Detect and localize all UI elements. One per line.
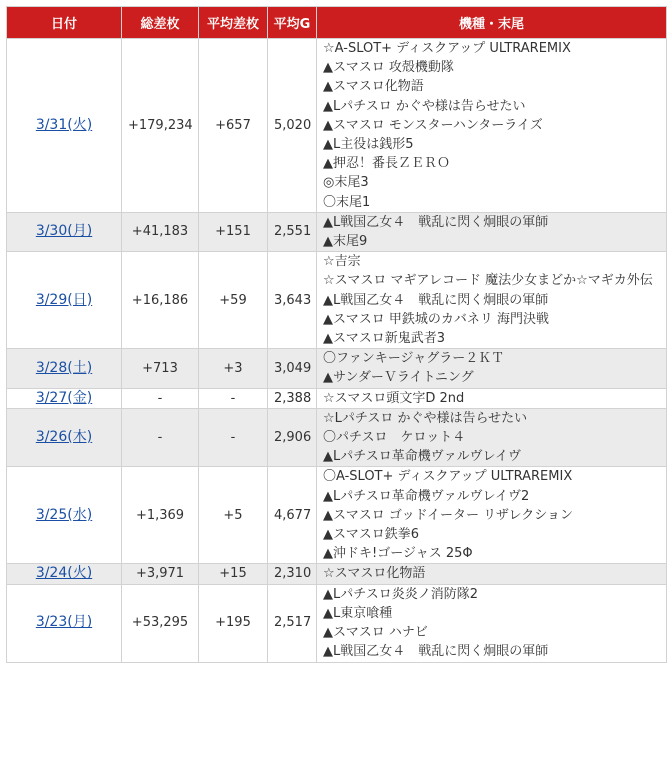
machine-entry: ◎末尾3 <box>323 175 369 191</box>
total-diff-cell: +1,369 <box>122 467 199 564</box>
avg-games-cell: 2,551 <box>268 212 317 251</box>
avg-diff-cell: +195 <box>199 584 268 662</box>
machine-entry: ☆スマスロ頭文字D 2nd <box>323 390 465 406</box>
table-row <box>7 39 667 213</box>
machines-column-header: 機種・末尾 <box>317 7 667 39</box>
table-row <box>7 349 667 388</box>
date-cell <box>7 252 122 349</box>
machine-entry: ▲スマスロ ハナビ <box>323 625 428 641</box>
machine-entry: ▲L戦国乙女４ 戦乱に閃く炯眼の軍師 <box>323 214 549 230</box>
date-link[interactable]: 3/28(土) <box>35 359 93 376</box>
avg-diff-cell: +3 <box>199 349 268 388</box>
date-link[interactable]: 3/30(月) <box>35 223 93 240</box>
machine-entry: 〇A-SLOT+ ディスクアップ ULTRAREMIX <box>323 469 573 485</box>
table-row <box>7 212 667 251</box>
date-cell <box>7 388 122 408</box>
machine-entry: 〇ファンキージャグラー２ＫＴ <box>323 351 505 367</box>
machine-entry: ▲沖ドキ!ゴージャス 25Φ <box>323 546 473 562</box>
avg-games-cell: 3,049 <box>268 349 317 388</box>
table-row <box>7 564 667 584</box>
total-diff-cell: - <box>122 388 199 408</box>
machine-entry: ▲スマスロ 甲鉄城のカバネリ 海門決戦 <box>323 311 550 327</box>
machine-entry: ☆スマスロ マギアレコード 魔法少女まどか☆マギカ外伝 <box>323 273 653 289</box>
machine-entry: ▲スマスロ 攻殻機動隊 <box>323 60 454 76</box>
machines-cell <box>317 349 667 388</box>
total-diff-cell: +179,234 <box>122 39 199 213</box>
machine-entry: ▲押忍！番長ＺＥＲＯ <box>323 156 450 172</box>
machine-entry: ▲スマスロ化物語 <box>323 79 424 95</box>
machine-entry: ▲Lパチスロ炎炎ノ消防隊2 <box>323 586 478 602</box>
date-cell <box>7 349 122 388</box>
avg-diff-column-header: 平均差枚 <box>199 7 268 39</box>
table-header <box>7 7 667 39</box>
machine-entry: ▲L東京喰種 <box>323 605 393 621</box>
avg-diff-cell: +59 <box>199 252 268 349</box>
daily-results-table <box>6 6 667 663</box>
avg-games-cell: 2,906 <box>268 408 317 467</box>
machine-entry: ▲スマスロ新鬼武者3 <box>323 331 446 347</box>
machine-entry: ☆スマスロ化物語 <box>323 566 426 582</box>
machine-entry: ▲末尾9 <box>323 234 368 250</box>
header-row <box>7 7 667 39</box>
total-diff-cell: +16,186 <box>122 252 199 349</box>
table-row <box>7 408 667 467</box>
avg-diff-cell: +151 <box>199 212 268 251</box>
date-link[interactable]: 3/23(月) <box>35 614 93 631</box>
machine-entry: 〇末尾1 <box>323 194 371 210</box>
machines-cell <box>317 408 667 467</box>
date-column-header: 日付 <box>7 7 122 39</box>
date-link[interactable]: 3/27(金) <box>35 389 93 406</box>
machine-entry: ▲スマスロ鉄拳6 <box>323 527 420 543</box>
table-row <box>7 252 667 349</box>
date-cell <box>7 39 122 213</box>
avg-games-cell: 4,677 <box>268 467 317 564</box>
avg-diff-cell: - <box>199 408 268 467</box>
machines-cell <box>317 564 667 584</box>
machine-entry: ☆A-SLOT+ ディスクアップ ULTRAREMIX <box>323 41 571 56</box>
avg-diff-cell: +5 <box>199 467 268 564</box>
total-diff-cell: +41,183 <box>122 212 199 251</box>
machines-cell <box>317 388 667 408</box>
table-row <box>7 584 667 662</box>
machine-entry: ▲L戦国乙女４ 戦乱に閃く炯眼の軍師 <box>323 292 549 308</box>
machine-entry: ☆Lパチスロ かぐや様は告らせたい <box>323 410 528 426</box>
total-diff-column-header: 総差枚 <box>122 7 199 39</box>
date-cell <box>7 408 122 467</box>
machine-entry: ▲スマスロ ゴッドイーター リザレクション <box>323 507 574 523</box>
table-row <box>7 388 667 408</box>
date-link[interactable]: 3/24(火) <box>35 565 93 582</box>
date-link[interactable]: 3/25(水) <box>35 506 93 523</box>
machine-entry: 〇パチスロ ケロット４ <box>323 430 466 446</box>
machines-cell <box>317 212 667 251</box>
avg-diff-cell: +657 <box>199 39 268 213</box>
machine-entry: ▲Lパチスロ革命機ヴァルヴレイヴ2 <box>323 488 530 504</box>
machine-entry: ▲Lパチスロ革命機ヴァルヴレイヴ <box>323 449 521 465</box>
machine-entry: ☆吉宗 <box>323 254 361 270</box>
total-diff-cell: +713 <box>122 349 199 388</box>
date-cell <box>7 564 122 584</box>
machine-entry: ▲サンダーＶライトニング <box>323 370 474 386</box>
total-diff-cell: +3,971 <box>122 564 199 584</box>
avg-games-cell: 2,388 <box>268 388 317 408</box>
table-row <box>7 467 667 564</box>
avg-games-column-header: 平均G <box>268 7 317 39</box>
avg-diff-cell: +15 <box>199 564 268 584</box>
machines-cell <box>317 252 667 349</box>
machines-cell <box>317 584 667 662</box>
avg-games-cell: 2,310 <box>268 564 317 584</box>
machine-entry: ▲L主役は銭形5 <box>323 137 414 153</box>
avg-diff-cell: - <box>199 388 268 408</box>
date-cell <box>7 584 122 662</box>
total-diff-cell: +53,295 <box>122 584 199 662</box>
date-link[interactable]: 3/31(火) <box>35 116 93 133</box>
machines-cell <box>317 467 667 564</box>
total-diff-cell: - <box>122 408 199 467</box>
avg-games-cell: 2,517 <box>268 584 317 662</box>
machine-entry: ▲スマスロ モンスターハンターライズ <box>323 117 543 133</box>
machines-cell <box>317 39 667 213</box>
machine-entry: ▲Lパチスロ かぐや様は告らせたい <box>323 98 526 114</box>
date-cell <box>7 212 122 251</box>
date-link[interactable]: 3/26(木) <box>35 429 93 446</box>
date-link[interactable]: 3/29(日) <box>35 291 93 308</box>
table-body <box>7 39 667 663</box>
machine-entry: ▲L戦国乙女４ 戦乱に閃く炯眼の軍師 <box>323 644 549 660</box>
avg-games-cell: 3,643 <box>268 252 317 349</box>
date-cell <box>7 467 122 564</box>
avg-games-cell: 5,020 <box>268 39 317 213</box>
